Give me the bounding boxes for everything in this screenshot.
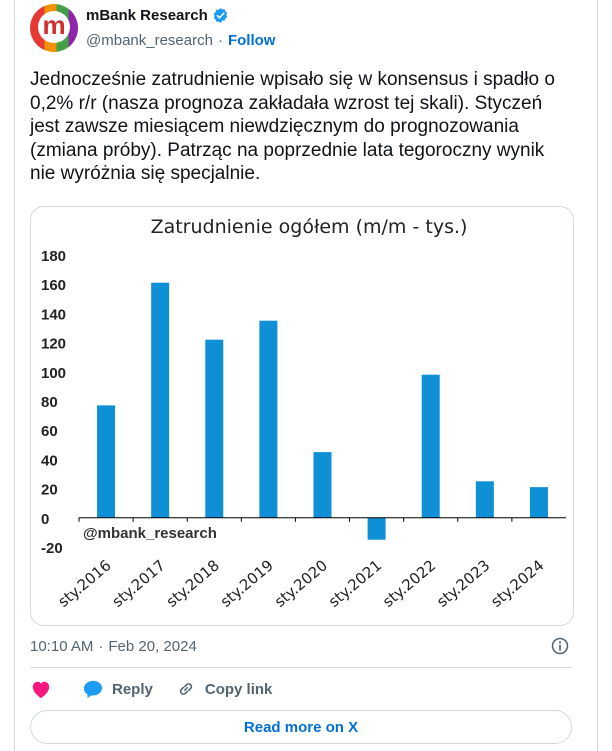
reply-button[interactable] (82, 679, 153, 699)
reply-bubble-icon (82, 679, 104, 699)
x-tick-label: sty.2016 (54, 556, 115, 611)
x-tick-label: sty.2020 (270, 556, 332, 611)
y-axis-labels (41, 248, 66, 557)
y-tick-label: 60 (41, 423, 58, 441)
bar (259, 321, 277, 518)
chart-image[interactable] (30, 206, 574, 626)
reply-label: Reply (112, 680, 153, 698)
author-handle[interactable]: @mbank_research (86, 32, 213, 49)
bar (422, 375, 440, 518)
separator-dot: · (217, 32, 223, 49)
action-bar (30, 678, 294, 700)
tweet-date[interactable]: Feb 20, 2024 (108, 638, 197, 655)
y-tick-label: 40 (41, 452, 58, 470)
avatar-logo-letter: m (38, 11, 70, 43)
y-tick-label: 0 (41, 510, 50, 528)
x-axis-ticks (79, 518, 512, 522)
bar (368, 518, 386, 540)
y-tick-label: -20 (41, 540, 63, 557)
heart-icon (30, 679, 52, 699)
author-handle-row (86, 32, 275, 49)
avatar[interactable] (30, 4, 78, 52)
bar (314, 452, 332, 518)
bars (97, 283, 548, 540)
chart-title: Zatrudnienie ogółem (m/m - tys.) (150, 216, 468, 238)
y-tick-label: 20 (41, 481, 58, 499)
author-name-row (86, 7, 229, 24)
x-tick-label: sty.2022 (379, 556, 440, 611)
like-button[interactable] (30, 679, 60, 699)
copy-link-label: Copy link (204, 680, 273, 698)
chart-watermark: @mbank_research (83, 525, 217, 542)
verified-badge-icon (212, 7, 229, 24)
divider (30, 667, 572, 668)
y-tick-label: 120 (41, 335, 67, 353)
x-tick-label: sty.2023 (433, 556, 494, 611)
bar (476, 481, 494, 518)
bar-chart (31, 207, 573, 625)
x-axis-labels (54, 556, 547, 611)
y-tick-label: 100 (41, 364, 67, 382)
bar (530, 487, 548, 518)
bar (205, 340, 223, 518)
link-icon (175, 679, 197, 699)
x-tick-label: sty.2021 (325, 556, 386, 611)
copy-link-button[interactable] (175, 679, 273, 699)
x-tick-label: sty.2018 (162, 556, 223, 611)
bar (151, 283, 169, 518)
y-tick-label: 140 (41, 306, 67, 324)
y-tick-label: 160 (41, 277, 67, 295)
separator-dot: · (98, 638, 104, 655)
y-tick-label: 180 (41, 248, 67, 265)
x-tick-label: sty.2024 (487, 556, 548, 611)
timestamp-row (30, 638, 197, 655)
bar (97, 405, 115, 517)
x-tick-label: sty.2019 (216, 556, 277, 611)
read-more-button[interactable]: Read more on X (30, 710, 572, 744)
x-tick-label: sty.2017 (108, 556, 169, 611)
info-icon[interactable] (550, 636, 570, 656)
follow-button[interactable]: Follow (227, 32, 276, 49)
author-name[interactable]: mBank Research (86, 7, 208, 24)
tweet-text: Jednocześnie zatrudnienie wpisało się w konsensus i spadło o 0,2% r/r (nasza prognoza zakładała wzrost tej skali). Styczeń jest zawsze miesiącem niewdzięcznym do prognozowania (zmiana próby). Patrząc na poprzednie lata tegoroczny wynik nie wyróżnia się specjalnie. (30, 69, 555, 184)
y-tick-label: 80 (41, 394, 58, 411)
tweet-time[interactable]: 10:10 AM (30, 638, 94, 655)
